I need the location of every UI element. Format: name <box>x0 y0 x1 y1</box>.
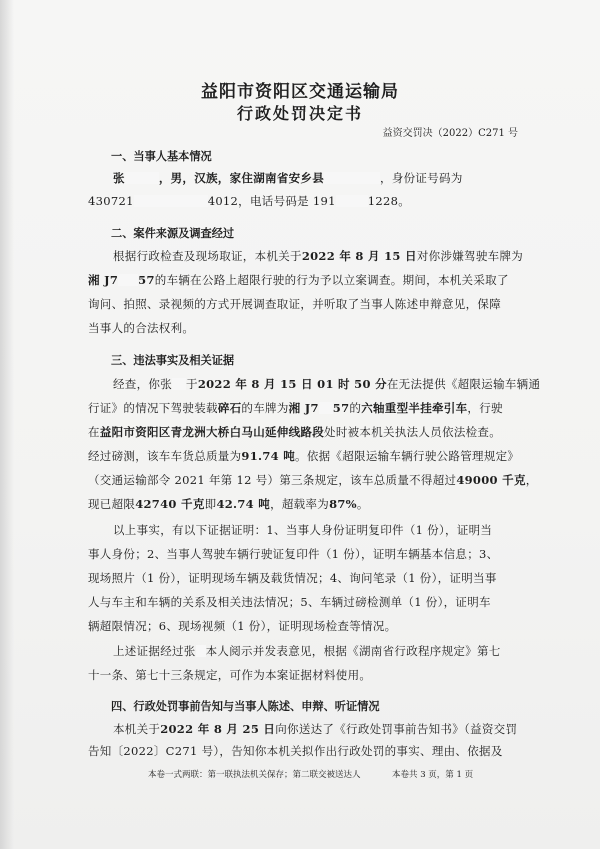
page-edge-shadow <box>0 0 14 849</box>
text-span: 对你涉嫌驾驶车牌为 <box>416 249 524 263</box>
redaction <box>319 402 333 414</box>
facts-line-4 <box>88 448 519 464</box>
text-span: ， <box>525 473 538 487</box>
section-4-heading: 四、行政处罚事前告知与当事人陈述、申辩、听证情况 <box>111 699 380 713</box>
total-weight: 91.74 吨 <box>241 449 296 463</box>
plate-number-prefix: 湘 J7 <box>88 273 119 287</box>
overload-rate: 87% <box>329 497 357 511</box>
facts-line-5 <box>88 472 538 488</box>
party-gender-ethnicity: ，男，汉族，家住 <box>158 171 254 185</box>
phone-info: 4012，电话号码是 191 <box>207 194 336 208</box>
text-span: 根据行政检查及现场取证，本机关于 <box>113 249 302 263</box>
notice-line-1 <box>113 721 517 737</box>
party-info-line-1 <box>113 170 463 186</box>
text-span: 在无法提供《超限运输车辆通 <box>386 377 541 391</box>
case-date: 2022 年 8 月 15 日 <box>301 249 417 263</box>
redaction <box>172 378 186 390</box>
evidence-review-line-2: 十一条、第七十三条规定，可作为本案证据材料使用。 <box>88 668 372 682</box>
text-span: 经查，你张 <box>113 377 172 391</box>
evidence-line-5: 辆超限情况；6、现场视频（1 份），证明现场检查等情况。 <box>88 619 397 633</box>
text-span: ，超载率为 <box>270 497 330 511</box>
text-span: 即 <box>204 497 217 511</box>
issuing-agency: 益阳市资阳区交通运输局 <box>201 82 399 102</box>
text-span: ，行驶 <box>467 401 503 415</box>
text-span: 的车牌为 <box>241 401 289 415</box>
text-span: 于 <box>186 377 198 391</box>
footer-page-number: 本卷共 3 页，第 1 页 <box>392 770 474 780</box>
text-span: 本机关于 <box>113 722 161 736</box>
party-info-line-2 <box>88 193 410 209</box>
text-span: 的 <box>349 401 362 415</box>
section-2-heading: 二、案件来源及调查经过 <box>111 226 235 240</box>
text-span: 的车辆在公路上超限行驶的行为予以立案调查。期间，本机关采取了 <box>154 273 509 287</box>
violation-time: 2022 年 8 月 15 日 01 时 50 分 <box>197 377 387 391</box>
notice-line-2: 告知〔2022〕C271 号），告知你本机关拟作出行政处罚的事实、理由、依据及 <box>88 744 503 758</box>
case-source-line-4: 当事人的合法权利。 <box>88 321 195 335</box>
text-span: 经过磅测，该车车货总质量为 <box>88 449 242 463</box>
redaction <box>118 274 138 286</box>
text-span: 。 <box>356 497 369 511</box>
text-span: 。依据《超限运输车辆行驶公路管理规定》 <box>295 449 520 463</box>
footer-copies-note: 本卷一式两联：第一联执法机关保存；第二联交被送达人 <box>148 770 361 780</box>
evidence-line-2: 事人身份；2、当事人驾驶车辆行驶证复印件（1 份），证明车辆基本信息；3、 <box>88 547 499 561</box>
facts-line-6 <box>88 496 369 512</box>
section-1-heading: 一、当事人基本情况 <box>111 149 212 163</box>
overweight-tons: 42.74 吨 <box>216 497 271 511</box>
notice-date: 2022 年 8 月 25 日 <box>160 722 276 736</box>
case-source-line-1 <box>113 248 523 264</box>
redaction <box>196 645 206 657</box>
redaction <box>324 172 380 184</box>
text-span: 本人阅示并发表意见，根据《湖南省行政程序规定》第七 <box>205 644 501 658</box>
facts-line-3 <box>88 424 501 440</box>
phone-suffix: 1228。 <box>367 194 411 208</box>
id-label: ，身份证号码为 <box>380 171 463 185</box>
evidence-line-4: 人与车主和车辆的关系及相关违法情况；5、车辆过磅检测单（1 份），证明车 <box>88 595 491 609</box>
plate-number-suffix: 57 <box>138 273 155 287</box>
plate-number-prefix: 湘 J7 <box>288 401 319 415</box>
text-span: 处时被本机关执法人员依法检查。 <box>324 425 502 439</box>
party-address: 湖南省安乡县 <box>253 171 325 185</box>
redaction <box>336 195 368 207</box>
cargo-type: 碎石 <box>217 401 242 415</box>
case-source-line-3: 询问、拍照、录视频的方式开展调查取证，并听取了当事人陈述申辩意见，保障 <box>88 297 501 311</box>
document-number: 益资交罚决（2022）C271 号 <box>382 128 518 139</box>
overweight-kg: 42740 千克 <box>135 497 205 511</box>
text-span: 向你送达了《行政处罚事前告知书》（益资交罚 <box>275 722 518 736</box>
evidence-line-3: 现场照片（1 份），证明现场车辆及载货情况；4、询问笔录（1 份），证明当事 <box>88 571 497 585</box>
text-span: （交通运输部令 2021 年第 12 号）第三条规定，该车总质量不得超过 <box>88 473 457 487</box>
id-number-prefix: 430721 <box>88 194 134 208</box>
case-source-line-2 <box>88 272 509 288</box>
evidence-line-1: 以上事实，有以下证据证明：1、当事人身份证明复印件（1 份），证明当 <box>113 523 493 537</box>
section-3-heading: 三、违法事实及相关证据 <box>111 353 235 367</box>
text-span: 行证》的情况下驾驶装载 <box>88 401 218 415</box>
redaction <box>134 195 208 207</box>
facts-line-1 <box>113 376 540 392</box>
document-title: 行政处罚决定书 <box>236 104 363 123</box>
weight-limit: 49000 千克 <box>456 473 526 487</box>
plate-number-suffix: 57 <box>332 401 350 415</box>
vehicle-type: 六轴重型半挂牵引车 <box>361 401 468 415</box>
violation-location: 益阳市资阳区青龙洲大桥白马山延伸线路段 <box>99 425 325 439</box>
text-span: 在 <box>88 425 100 439</box>
text-span: 上述证据经过张 <box>113 644 196 658</box>
evidence-review-line-1 <box>113 643 501 659</box>
party-name: 张 <box>113 171 125 185</box>
facts-line-2 <box>88 400 503 416</box>
text-span: 现已超限 <box>88 497 136 511</box>
redaction <box>125 172 159 184</box>
